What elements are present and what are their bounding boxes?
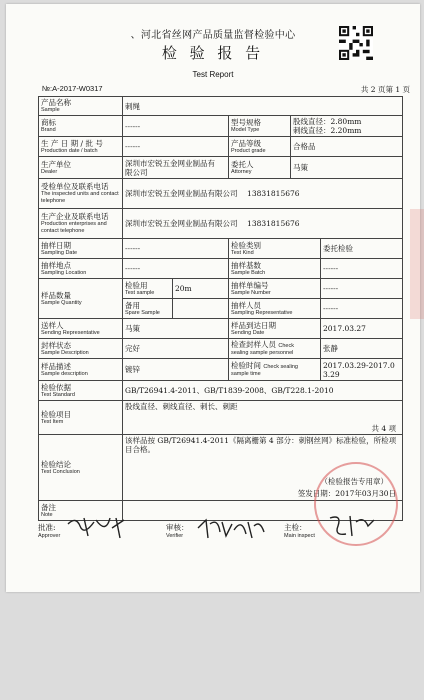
label-product-name: 产品名称 Sample <box>39 97 123 116</box>
label-test-standard: 检验依据 Test Standard <box>39 381 123 401</box>
issue-date: 签发日期：2017年03月30日 <box>297 489 396 498</box>
label-sampling-date: 抽样日期 Sampling Date <box>39 239 123 259</box>
table-row <box>39 359 403 381</box>
value-production-date: ------ <box>123 137 229 157</box>
label-sample-number: 抽样单编号 Sample Number <box>229 279 321 299</box>
table-row <box>39 401 403 435</box>
value-sample-batch: ------ <box>321 259 403 279</box>
page-info: 共 2 页第 1 页 <box>360 85 410 94</box>
value-sampling-rep: ------ <box>321 299 403 319</box>
label-seal-personnel: 检查封样人员 Check sealing sample personnel <box>229 339 321 359</box>
value-dealer: 深圳市宏锐五金网业制品有 限公司 <box>123 157 229 179</box>
label-test-item: 检验项目 Test Item <box>39 401 123 435</box>
label-spare-sample: 备用 Spare Sample <box>123 299 173 319</box>
label-sample-desc: 样品描述 Sample description <box>39 359 123 381</box>
table-row <box>39 319 403 339</box>
value-test-item <box>123 401 403 435</box>
label-production-date: 生 产 日 期 / 批 号 Production date / batch <box>39 137 123 157</box>
main-inspector-signature <box>324 512 384 540</box>
table-row <box>39 381 403 401</box>
label-sampling-location: 抽样地点 Sampling Location <box>39 259 123 279</box>
label-test-sample: 检验用 Test sample <box>123 279 173 299</box>
label-test-time: 检验时间 Check sealing sample time <box>229 359 321 381</box>
value-seal-status: 完好 <box>123 339 229 359</box>
value-inspected-units: 深圳市宏锐五金网业制品有限公司 13831815676 <box>123 179 403 209</box>
table-row <box>39 157 403 179</box>
value-sampling-date: ------ <box>123 239 229 259</box>
value-sending-date: 2017.03.27 <box>321 319 403 339</box>
verifier-signature <box>196 516 266 542</box>
label-producer: 生产企业及联系电话 Production enterprises and contact telephone <box>39 209 123 239</box>
value-test-time: 2017.03.29-2017.0 3.29 <box>321 359 403 381</box>
table-row <box>39 137 403 157</box>
value-test-standard: GB/T26941.4-2011、GB/T1839-2008、GB/T228.1-2010 <box>123 381 403 401</box>
label-sending-rep: 送样人 Sending Representative <box>39 319 123 339</box>
table-row <box>39 116 403 137</box>
test-item-list: 股线直径、刺线直径、刺长、刺距 <box>125 402 238 411</box>
value-product-name: 刺绳 <box>123 97 403 116</box>
table-row <box>39 279 403 299</box>
organization-name: 、河北省丝网产品质量监督检验中心 <box>130 30 296 41</box>
value-brand: ------ <box>123 116 229 137</box>
value-attorney: 马策 <box>291 157 403 179</box>
value-grade: 合格品 <box>291 137 403 157</box>
table-row <box>39 259 403 279</box>
label-seal-status: 封样状态 Sample Description <box>39 339 123 359</box>
value-test-kind: 委托检验 <box>321 239 403 259</box>
approver-field: 批准: Approver <box>38 523 61 539</box>
label-attorney: 委托人 Attorney <box>229 157 291 179</box>
value-sampling-location: ------ <box>123 259 229 279</box>
main-inspector-field: 主检： Main inspect <box>284 523 315 539</box>
label-dealer: 生产单位 Dealer <box>39 157 123 179</box>
value-sample-desc: 镀锌 <box>123 359 229 381</box>
label-inspected-units: 受检单位及联系电话 The inspected units and contact telephone <box>39 179 123 209</box>
table-row <box>39 209 403 239</box>
label-sample-quantity: 样品数量 Sample Quantity <box>39 279 123 319</box>
report-table <box>38 96 403 521</box>
label-test-kind: 检验类别 Test Kind <box>229 239 321 259</box>
conclusion-text: 该样品按 GB/T26941.4-2011《隔离栅第 4 部分：刺钢丝网》标准检验，所检项目合格。 <box>125 436 397 454</box>
report-number: №:A-2017-W0317 <box>42 84 103 93</box>
value-test-sample: 20m <box>173 279 229 299</box>
test-item-count: 共 4 项 <box>371 424 396 433</box>
side-seal-mark <box>410 209 424 319</box>
value-producer: 深圳市宏锐五金网业制品有限公司 13831815676 <box>123 209 403 239</box>
label-conclusion: 检验结论 Test Conclusion <box>39 435 123 501</box>
report-page <box>6 4 420 592</box>
report-title: 检 验 报 告 <box>161 44 265 62</box>
label-sample-batch: 抽样基数 Sample Batch <box>229 259 321 279</box>
value-sample-number: ------ <box>321 279 403 299</box>
table-row <box>39 239 403 259</box>
stamp-label: （检验报告专用章） <box>320 477 388 486</box>
label-sending-date: 样品到达日期 Sending Date <box>229 319 321 339</box>
table-row <box>39 97 403 116</box>
table-row <box>39 179 403 209</box>
qr-code-icon <box>339 26 373 60</box>
label-grade: 产品等级 Product grade <box>229 137 291 157</box>
label-model: 型号规格 Model Type <box>229 116 291 137</box>
verifier-field: 审核： Verifier <box>166 523 189 539</box>
value-seal-personnel: 张静 <box>321 339 403 359</box>
label-sampling-rep: 抽样人员 Sampling Representative <box>229 299 321 319</box>
value-model: 股线直径：2.80mm 刺线直径：2.20mm <box>291 116 403 137</box>
value-spare-sample <box>173 299 229 319</box>
value-sending-rep: 马策 <box>123 319 229 339</box>
table-row <box>39 339 403 359</box>
approver-signature <box>66 514 128 540</box>
report-subtitle: Test Report <box>192 70 234 79</box>
label-brand: 商标 Brand <box>39 116 123 137</box>
label-note: 备注 Note <box>39 501 123 521</box>
